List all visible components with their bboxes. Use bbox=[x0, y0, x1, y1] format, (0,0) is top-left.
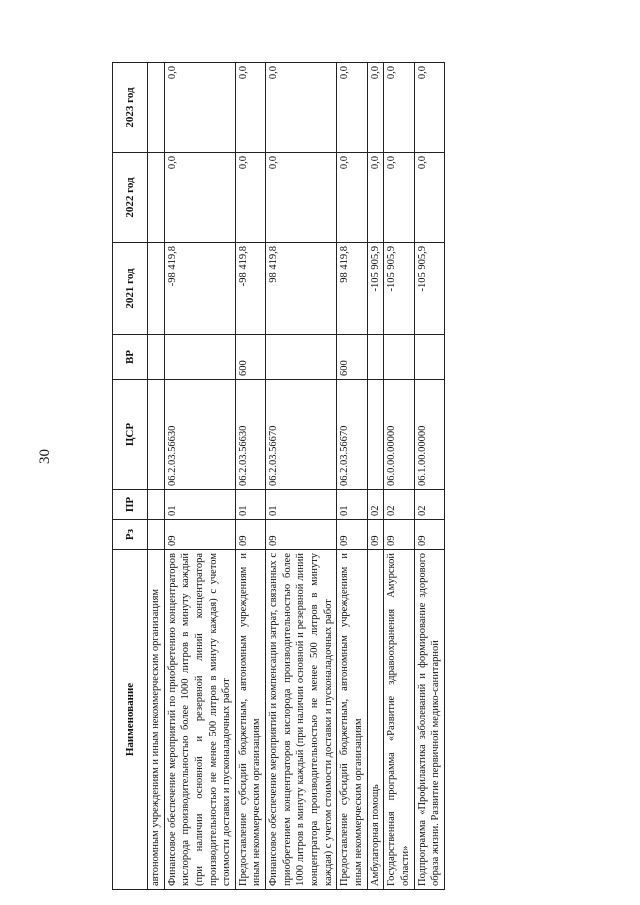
cell-2022: 0,0 bbox=[414, 153, 444, 243]
cell-2021 bbox=[148, 243, 165, 335]
cell-pr bbox=[148, 490, 165, 520]
header-csr: ЦСР bbox=[113, 380, 148, 490]
cell-rz: 09 bbox=[384, 520, 414, 550]
cell-2023: 0,0 bbox=[164, 63, 235, 153]
cell-2023 bbox=[148, 63, 165, 153]
table-row bbox=[164, 63, 235, 890]
cell-pr: 02 bbox=[384, 490, 414, 520]
cell-csr: 06.1.00.00000 bbox=[414, 380, 444, 490]
cell-rz: 09 bbox=[414, 520, 444, 550]
table-row bbox=[235, 63, 265, 890]
cell-pr: 01 bbox=[164, 490, 235, 520]
cell-pr: 01 bbox=[235, 490, 265, 520]
cell-vr: 600 bbox=[337, 335, 367, 380]
cell-2022: 0,0 bbox=[337, 153, 367, 243]
cell-name: Финансовое обеспечение мероприятий по приобретению концентраторов кислорода производительностью более 1000 литров в минуту каждый (при наличии основной и резервной линий концентратора производительностью не менее 500 литров в минуту каждая) с учетом стоимости доставки и пусконаладочных работ bbox=[164, 550, 235, 890]
cell-2022: 0,0 bbox=[367, 153, 384, 243]
cell-pr: 01 bbox=[266, 490, 337, 520]
table-row bbox=[266, 63, 337, 890]
cell-rz: 09 bbox=[266, 520, 337, 550]
cell-2022: 0,0 bbox=[164, 153, 235, 243]
header-2021: 2021 год bbox=[113, 243, 148, 335]
cell-rz: 09 bbox=[235, 520, 265, 550]
cell-2023: 0,0 bbox=[367, 63, 384, 153]
cell-2021: -105 905,9 bbox=[367, 243, 384, 335]
cell-name: Подпрограмма «Профилактика заболеваний и формирование здорового образа жизни. Развитие первичной медико-санитарной bbox=[414, 550, 444, 890]
cell-csr: 06.2.03.56630 bbox=[235, 380, 265, 490]
cell-2021: -105 905,9 bbox=[384, 243, 414, 335]
cell-rz: 09 bbox=[367, 520, 384, 550]
table-row bbox=[148, 63, 165, 890]
cell-name: Предоставление субсидий бюджетным, автономным учреждениям и иным некоммерческим организациям bbox=[337, 550, 367, 890]
table-header-row bbox=[113, 63, 148, 890]
cell-pr: 02 bbox=[367, 490, 384, 520]
cell-rz bbox=[148, 520, 165, 550]
cell-2021: 98 419,8 bbox=[266, 243, 337, 335]
table-row bbox=[414, 63, 444, 890]
cell-2023: 0,0 bbox=[235, 63, 265, 153]
cell-csr bbox=[367, 380, 384, 490]
table-row bbox=[337, 63, 367, 890]
cell-2021: -105 905,9 bbox=[414, 243, 444, 335]
cell-name: Амбулаторная помощь bbox=[367, 550, 384, 890]
table-body bbox=[148, 63, 445, 890]
cell-2023: 0,0 bbox=[337, 63, 367, 153]
cell-csr bbox=[148, 380, 165, 490]
cell-vr bbox=[164, 335, 235, 380]
cell-vr bbox=[266, 335, 337, 380]
cell-csr: 06.2.03.56670 bbox=[337, 380, 367, 490]
cell-vr bbox=[148, 335, 165, 380]
header-pr: ПР bbox=[113, 490, 148, 520]
cell-name: Государственная программа «Развитие здравоохранения Амурской области» bbox=[384, 550, 414, 890]
cell-2021: -98 419,8 bbox=[235, 243, 265, 335]
header-2022: 2022 год bbox=[113, 153, 148, 243]
header-vr: ВР bbox=[113, 335, 148, 380]
cell-vr bbox=[414, 335, 444, 380]
cell-vr: 600 bbox=[235, 335, 265, 380]
budget-table-container bbox=[112, 63, 595, 890]
cell-2021: -98 419,8 bbox=[164, 243, 235, 335]
cell-2023: 0,0 bbox=[414, 63, 444, 153]
cell-2022: 0,0 bbox=[266, 153, 337, 243]
cell-name: автономным учреждениям и иным некоммерческим организациям bbox=[148, 550, 165, 890]
cell-2021: 98 419,8 bbox=[337, 243, 367, 335]
header-rz: Рз bbox=[113, 520, 148, 550]
cell-2023: 0,0 bbox=[266, 63, 337, 153]
cell-vr bbox=[384, 335, 414, 380]
header-name: Наименование bbox=[113, 550, 148, 890]
header-2023: 2023 год bbox=[113, 63, 148, 153]
cell-vr bbox=[367, 335, 384, 380]
cell-2023: 0,0 bbox=[384, 63, 414, 153]
cell-csr: 06.2.03.56630 bbox=[164, 380, 235, 490]
cell-rz: 09 bbox=[164, 520, 235, 550]
cell-2022 bbox=[148, 153, 165, 243]
cell-2022: 0,0 bbox=[235, 153, 265, 243]
cell-2022: 0,0 bbox=[384, 153, 414, 243]
cell-pr: 02 bbox=[414, 490, 444, 520]
table-row bbox=[367, 63, 384, 890]
table-row bbox=[384, 63, 414, 890]
cell-name: Предоставление субсидий бюджетным, автономным учреждениям и иным некоммерческим организациям bbox=[235, 550, 265, 890]
cell-rz: 09 bbox=[337, 520, 367, 550]
page-number: 30 bbox=[37, 449, 53, 464]
cell-pr: 01 bbox=[337, 490, 367, 520]
cell-csr: 06.2.03.56670 bbox=[266, 380, 337, 490]
cell-name: Финансовое обеспечение мероприятий и компенсации затрат, связанных с приобретением концентраторов кислорода производительностью более 1000 литров в минуту каждый (при наличии основной и резервной линий концентратора производительностью не менее 500 литров в минуту каждая) с учетом стоимости доставки и пусконаладочных работ bbox=[266, 550, 337, 890]
budget-table bbox=[112, 62, 445, 890]
cell-csr: 06.0.00.00000 bbox=[384, 380, 414, 490]
